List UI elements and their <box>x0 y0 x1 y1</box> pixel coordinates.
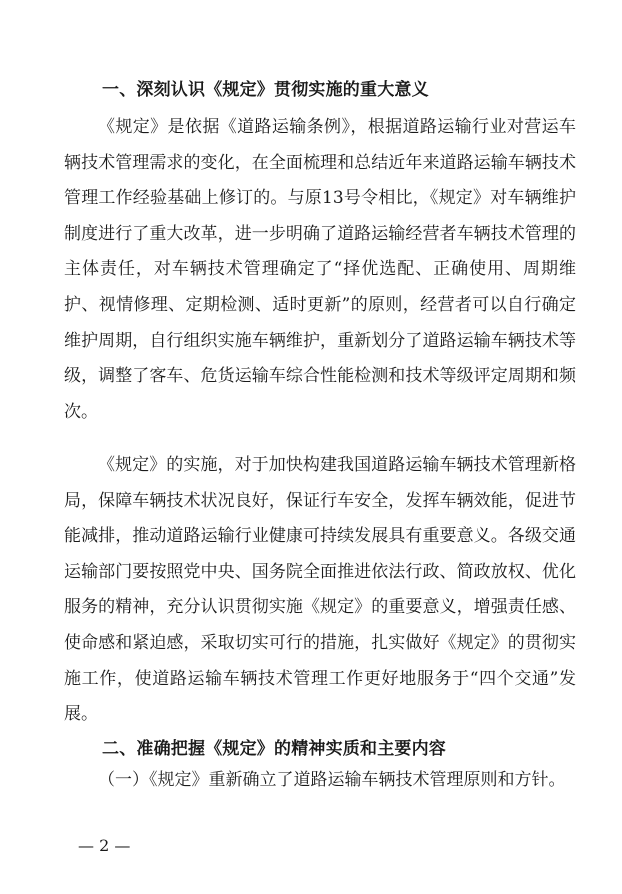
section-2-subheading: （一）《规定》重新确立了道路运输车辆技术管理原则和方针。 <box>98 770 566 790</box>
section-2-heading: 二、准确把握《规定》的精神实质和主要内容 <box>102 739 446 759</box>
section-1-paragraph-1: 《规定》是依据《道路运输条例》，根据道路运输行业对营运车辆技术管理需求的变化，在全面梳理和总结近年来道路运输车辆技术管理工作经验基础上修订的。与原13号令相比，《规定》对车辆维护制度进行了重大改革，进一步明确了道路运输经营者车辆技术管理的主体责任，对车辆技术管理确定了“择优选配、正确使用、周期维护、视情修理、定期检测、适时更新”的原则，经营者可以自行确定维护周期，自行组织实施车辆维护，重新划分了道路运输车辆技术等级，调整了客车、危货运输车综合性能检测和技术等级评定周期和频次。 <box>64 117 576 422</box>
page-number: — 2 — <box>78 836 131 855</box>
section-1-paragraph-2: 《规定》的实施，对于加快构建我国道路运输车辆技术管理新格局，保障车辆技术状况良好，保证行车安全，发挥车辆效能，促进节能减排，推动道路运输行业健康可持续发展具有重要意义。各级交通运输部门要按照党中央、国务院全面推进依法行政、简政放权、优化服务的精神，充分认识贯彻实施《规定》的重要意义，增强责任感、使命感和紧迫感，采取切实可行的措施，扎实做好《规定》的贯彻实施工作，使道路运输车辆技术管理工作更好地服务于“四个交通”发展。 <box>64 455 576 725</box>
section-1-heading: 一、深刻认识《规定》贯彻实施的重大意义 <box>102 80 429 100</box>
